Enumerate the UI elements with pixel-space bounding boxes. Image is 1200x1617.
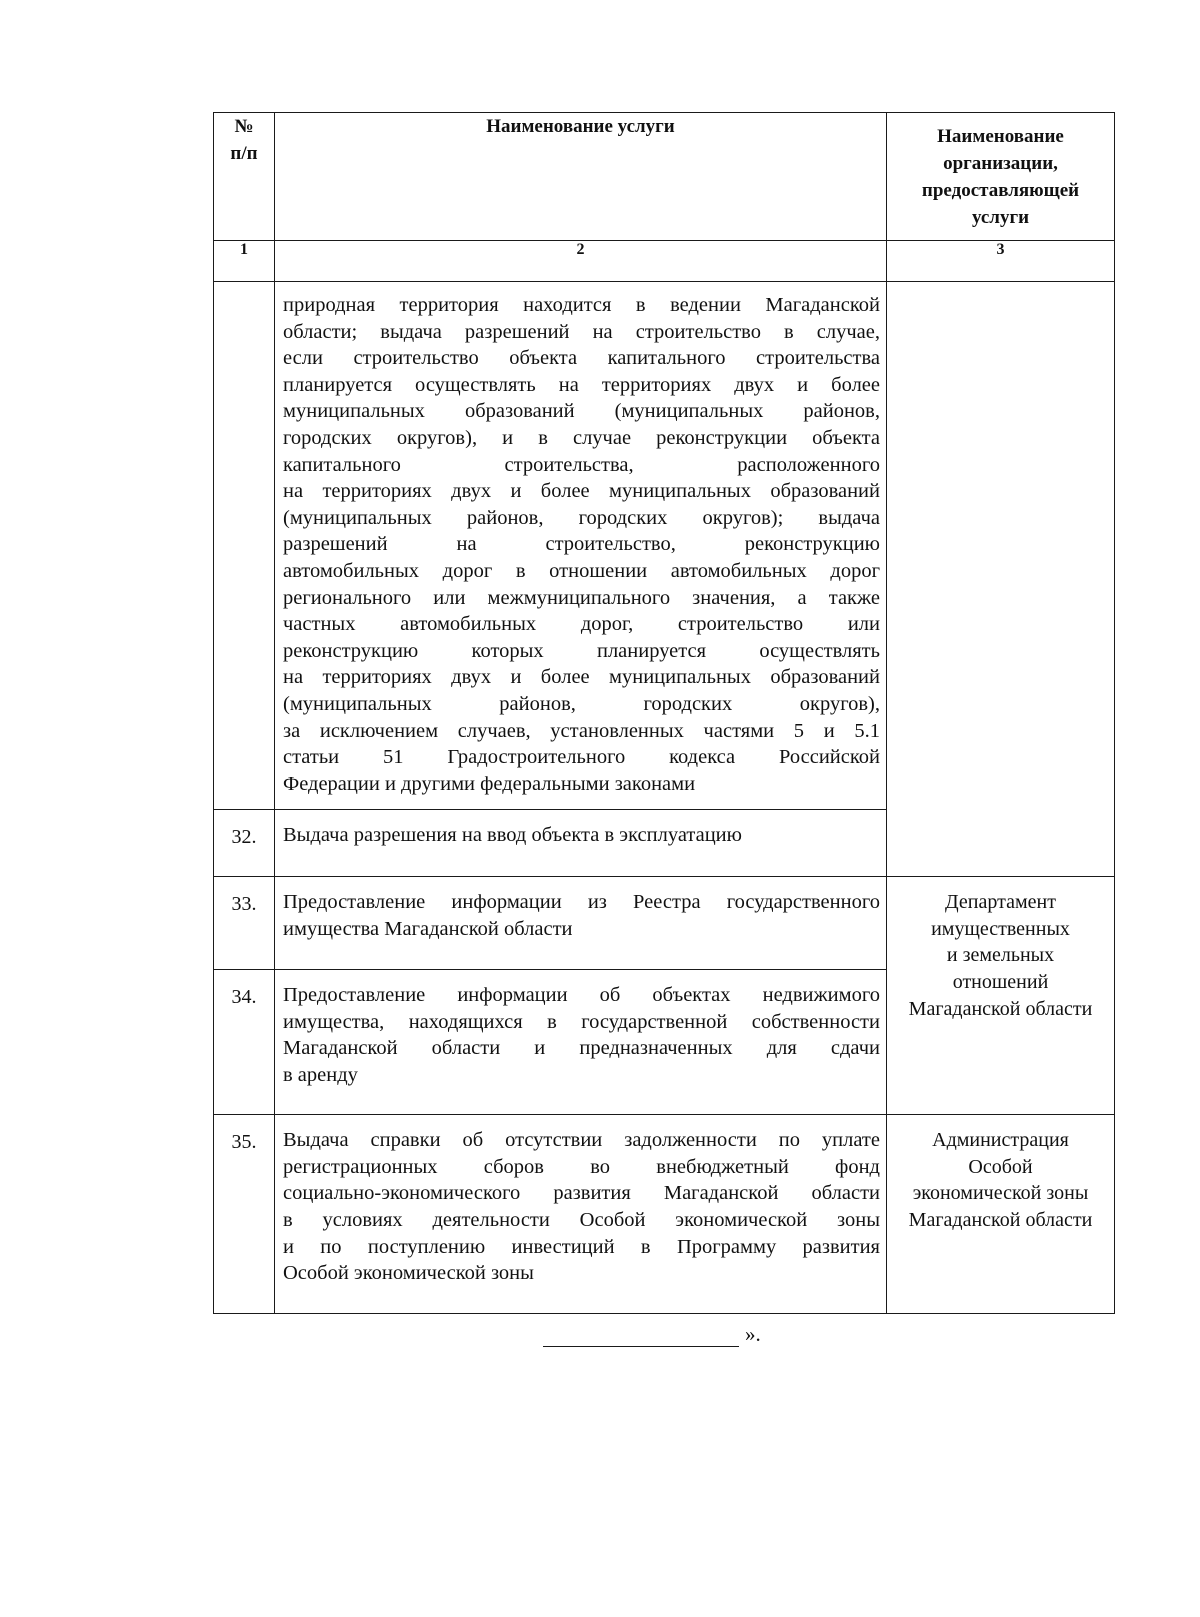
column-number: 1 bbox=[214, 241, 275, 282]
text-line: Выдача справки об отсутствии задолженности по уплате bbox=[283, 1129, 880, 1152]
text-line: и по поступлению инвестиций в Программу развития bbox=[283, 1235, 880, 1258]
org-line: Департамент bbox=[945, 891, 1056, 914]
text-line: Особой экономической зоны bbox=[283, 1262, 534, 1285]
service-text bbox=[275, 1115, 887, 1314]
table-row bbox=[214, 1115, 1115, 1314]
org-line: и земельных bbox=[946, 944, 1055, 967]
row-number: 32. bbox=[214, 810, 275, 877]
text-line: частных автомобильных дорог, строительство или bbox=[283, 613, 880, 636]
org-property-dept bbox=[887, 877, 1115, 1115]
text-line: Выдача разрешения на ввод объекта в эксплуатацию bbox=[283, 824, 742, 847]
text-line: Федерации и другими федеральными законами bbox=[283, 772, 696, 795]
services-table bbox=[213, 112, 1115, 1314]
text-line: имущества Магаданской области bbox=[283, 917, 573, 940]
text-line: регистрационных сборов во внебюджетный фонд bbox=[283, 1155, 880, 1178]
org-cell-empty bbox=[887, 282, 1115, 877]
service-text bbox=[275, 970, 887, 1115]
header-num bbox=[214, 113, 275, 241]
text-line: реконструкцию которых планируется осуществлять bbox=[283, 639, 880, 662]
row-number: 34. bbox=[214, 970, 275, 1115]
org-line: Магаданской области bbox=[908, 997, 1093, 1020]
org-line: Администрация bbox=[932, 1129, 1069, 1152]
text-line: Предоставление информации об объектах недвижимого bbox=[283, 984, 880, 1007]
text-line: области; выдача разрешений на строительство в случае, bbox=[283, 320, 880, 343]
table-header-row bbox=[214, 113, 1115, 241]
header-org-line: организации, bbox=[943, 153, 1058, 174]
org-sez-admin bbox=[887, 1115, 1115, 1314]
header-org-line: услуги bbox=[971, 207, 1030, 228]
text-line: на территориях двух и более муниципальных образований bbox=[283, 480, 880, 503]
text-line: муниципальных образований (муниципальных районов, bbox=[283, 400, 880, 423]
service-text bbox=[275, 877, 887, 970]
column-number: 3 bbox=[887, 241, 1115, 282]
text-line: капитального строительства, расположенного bbox=[283, 453, 880, 476]
header-org-line: предоставляющей bbox=[921, 180, 1080, 201]
column-number-row bbox=[214, 241, 1115, 282]
org-line: Особой bbox=[968, 1155, 1033, 1178]
column-number: 2 bbox=[275, 241, 887, 282]
text-line: автомобильных дорог в отношении автомобильных дорог bbox=[283, 559, 880, 582]
text-line: планируется осуществлять на территориях двух и более bbox=[283, 373, 880, 396]
row-number bbox=[214, 282, 275, 810]
org-line: Магаданской области bbox=[908, 1209, 1093, 1232]
text-line: (муниципальных районов, городских округов); выдача bbox=[283, 506, 880, 529]
text-line: регионального или межмуниципального значения, а также bbox=[283, 586, 880, 609]
text-line: Магаданской области и предназначенных для сдачи bbox=[283, 1037, 880, 1060]
text-line: городских округов), и в случае реконструкции объекта bbox=[283, 426, 880, 449]
header-org-line: Наименование bbox=[937, 126, 1064, 147]
service-text bbox=[275, 282, 887, 810]
org-line: экономической зоны bbox=[912, 1182, 1089, 1205]
underline-divider bbox=[543, 1326, 739, 1347]
text-line: статьи 51 Градостроительного кодекса Российской bbox=[283, 746, 880, 769]
service-text bbox=[275, 810, 887, 877]
row-number: 35. bbox=[214, 1115, 275, 1314]
text-line: имущества, находящихся в государственной собственности bbox=[283, 1010, 880, 1033]
org-line: отношений bbox=[952, 971, 1049, 994]
closing-quote: ». bbox=[745, 1322, 761, 1346]
table-row bbox=[214, 877, 1115, 970]
text-line: (муниципальных районов, городских округов), bbox=[283, 692, 880, 715]
text-line: за исключением случаев, установленных частями 5 и 5.1 bbox=[283, 719, 880, 742]
header-num-label: № п/п bbox=[230, 116, 258, 164]
header-service: Наименование услуги bbox=[275, 113, 887, 241]
text-line: если строительство объекта капитального строительства bbox=[283, 347, 880, 370]
org-line: имущественных bbox=[931, 917, 1070, 940]
text-line: природная территория находится в ведении Магаданской bbox=[283, 294, 880, 316]
text-line: социально-экономического развития Магаданской области bbox=[283, 1182, 880, 1205]
row-number: 33. bbox=[214, 877, 275, 970]
text-line: в аренду bbox=[283, 1064, 358, 1087]
text-line: на территориях двух и более муниципальных образований bbox=[283, 666, 880, 689]
header-org bbox=[887, 113, 1115, 241]
text-line: разрешений на строительство, реконструкцию bbox=[283, 533, 880, 556]
table-row bbox=[214, 282, 1115, 810]
text-line: в условиях деятельности Особой экономической зоны bbox=[283, 1209, 880, 1232]
text-line: Предоставление информации из Реестра государственного bbox=[283, 891, 880, 914]
closing-line bbox=[543, 1322, 761, 1347]
